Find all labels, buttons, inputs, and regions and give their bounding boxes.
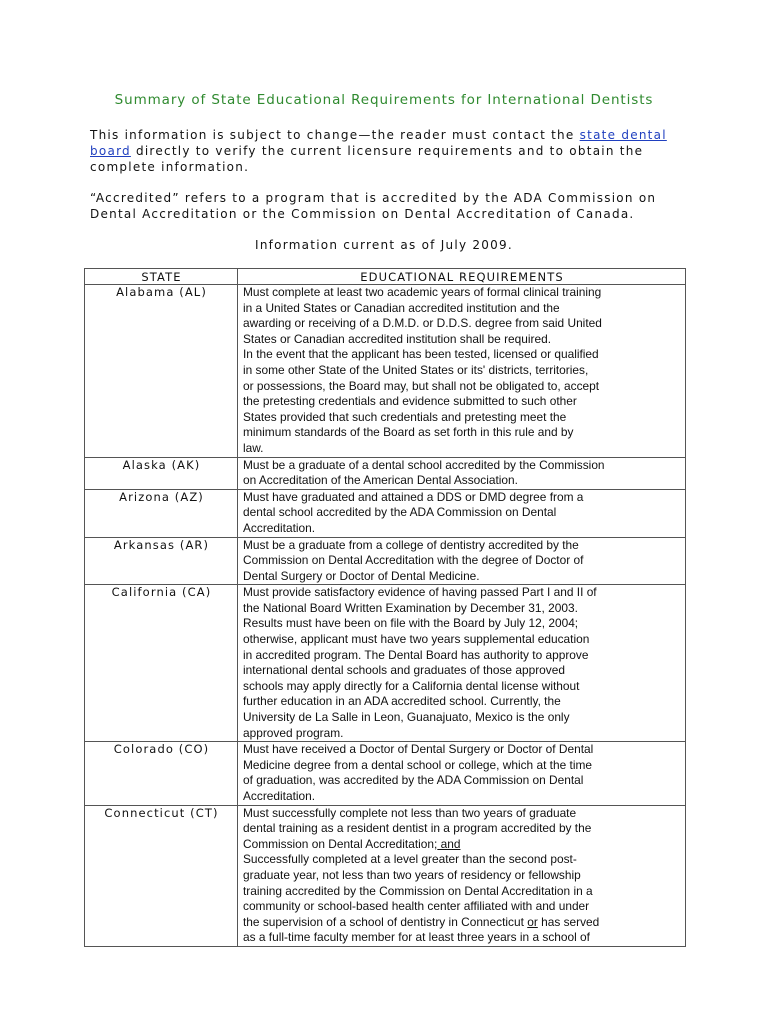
requirement-line: Commission on Dental Accreditation with the degree of Doctor of xyxy=(243,553,584,568)
requirements-cell xyxy=(238,285,686,458)
requirement-line: Must provide satisfactory evidence of having passed Part I and II of xyxy=(243,585,597,600)
state-dental-board-link-cont[interactable]: board xyxy=(90,144,131,158)
requirement-line: community or school-based health center affiliated with and under xyxy=(243,899,590,914)
table-header-row xyxy=(85,269,686,285)
info-current-date: Information current as of July 2009. xyxy=(255,238,513,252)
table-row-ct xyxy=(85,805,686,946)
underlined-and: and xyxy=(437,836,461,851)
requirement-line: further education in an ADA accredited school. Currently, the xyxy=(243,694,561,709)
intro-text-start: This information is subject to change—the reader must contact the xyxy=(90,128,580,142)
header-educational-requirements: EDUCATIONAL REQUIREMENTS xyxy=(238,269,686,285)
requirement-line: dental school accredited by the ADA Commission on Dental xyxy=(243,505,557,520)
requirement-line: Results must have been on file with the Board by July 12, 2004; xyxy=(243,616,579,631)
requirement-line: the pretesting credentials and evidence submitted to such other xyxy=(243,394,577,409)
state-cell: Connecticut (CT) xyxy=(85,805,238,946)
table-row xyxy=(85,285,686,458)
requirement-line: States or Canadian accredited institution shall be required. xyxy=(243,331,552,346)
state-cell: Arizona (AZ) xyxy=(85,489,238,537)
requirement-line: Must have graduated and attained a DDS or DMD degree from a xyxy=(243,489,584,504)
requirements-cell xyxy=(238,742,686,805)
requirement-line: minimum standards of the Board as set forth in this rule and by xyxy=(243,425,574,440)
requirement-text: Commission on Dental Accreditation; xyxy=(243,836,438,851)
requirements-cell xyxy=(238,489,686,537)
requirement-line: awarding or receiving of a D.M.D. or D.D.S. degree from said United xyxy=(243,316,602,331)
requirement-line: approved program. xyxy=(243,725,344,740)
requirement-line: international dental schools and graduates of those approved xyxy=(243,663,565,678)
table-row xyxy=(85,585,686,742)
accredited-note-line1: “Accredited” refers to a program that is accredited by the ADA Commission on xyxy=(90,191,657,205)
requirement-line: Must complete at least two academic years of formal clinical training xyxy=(243,285,602,299)
table-row xyxy=(85,457,686,489)
state-cell: Alabama (AL) xyxy=(85,285,238,458)
requirement-line: otherwise, applicant must have two years supplemental education xyxy=(243,632,590,647)
requirement-line: the National Board Written Examination by December 31, 2003. xyxy=(243,600,578,615)
accredited-note xyxy=(90,190,680,222)
requirement-text: the supervision of a school of dentistry in Connecticut xyxy=(243,914,528,929)
document-title: Summary of State Educational Requirements for International Dentists xyxy=(114,92,654,108)
requirement-line: in some other State of the United States or its' districts, territories, xyxy=(243,362,589,377)
requirement-line: schools may apply directly for a California dental license without xyxy=(243,678,580,693)
requirement-line: law. xyxy=(243,440,264,455)
requirement-line: dental training as a resident dentist in a program accredited by the xyxy=(243,821,592,836)
requirement-line: Must successfully complete not less than two years of graduate xyxy=(243,805,577,820)
requirements-table xyxy=(84,268,686,947)
requirement-line: graduate year, not less than two years of residency or fellowship xyxy=(243,867,581,882)
requirement-line: as a full-time faculty member for at least three years in a school of xyxy=(243,930,590,945)
requirements-cell xyxy=(238,457,686,489)
state-cell: California (CA) xyxy=(85,585,238,742)
header-state: STATE xyxy=(85,269,238,285)
table-row xyxy=(85,489,686,537)
state-cell: Colorado (CO) xyxy=(85,742,238,805)
requirements-cell xyxy=(238,805,686,946)
state-cell: Alaska (AK) xyxy=(85,457,238,489)
accredited-note-line2: Dental Accreditation or the Commission on Dental Accreditation of Canada. xyxy=(90,207,635,221)
requirement-line: Medicine degree from a dental school or college, which at the time xyxy=(243,757,592,772)
requirement-line: Accreditation. xyxy=(243,520,316,535)
requirement-line: Must be a graduate from a college of dentistry accredited by the xyxy=(243,537,579,552)
table-row xyxy=(85,537,686,585)
requirement-line: on Accreditation of the American Dental Association. xyxy=(243,473,518,488)
requirement-text: has served xyxy=(537,914,600,929)
table-row xyxy=(85,742,686,805)
requirement-line: States provided that such credentials and pretesting meet the xyxy=(243,409,567,424)
requirement-line: Accreditation. xyxy=(243,789,316,803)
underlined-or: or xyxy=(527,914,538,929)
requirements-cell xyxy=(238,537,686,585)
requirement-line: training accredited by the Commission on Dental Accreditation in a xyxy=(243,883,593,898)
requirement-line xyxy=(243,837,681,853)
intro-text-end: complete information. xyxy=(90,160,250,174)
requirement-line: University de La Salle in Leon, Guanajuato, Mexico is the only xyxy=(243,710,570,725)
state-cell: Arkansas (AR) xyxy=(85,537,238,585)
state-dental-board-link[interactable]: state dental xyxy=(579,128,667,142)
requirement-line: Must be a graduate of a dental school accredited by the Commission xyxy=(243,457,605,472)
intro-paragraph xyxy=(90,127,680,175)
requirement-line: Dental Surgery or Doctor of Dental Medicine. xyxy=(243,568,480,583)
requirement-line: in a United States or Canadian accredited institution and the xyxy=(243,300,560,315)
requirement-line: in accredited program. The Dental Board has authority to approve xyxy=(243,647,589,662)
requirement-line xyxy=(243,915,681,931)
requirement-line: Successfully completed at a level greater than the second post- xyxy=(243,852,577,867)
table-body xyxy=(85,285,686,947)
requirement-line: of graduation, was accredited by the ADA Commission on Dental xyxy=(243,773,584,788)
requirements-cell xyxy=(238,585,686,742)
requirement-line: In the event that the applicant has been tested, licensed or qualified xyxy=(243,347,599,362)
requirement-line: Must have received a Doctor of Dental Surgery or Doctor of Dental xyxy=(243,742,594,757)
requirement-line: or possessions, the Board may, but shall not be obligated to, accept xyxy=(243,378,600,393)
intro-text-middle: directly to verify the current licensure requirements and to obtain the xyxy=(130,144,644,158)
